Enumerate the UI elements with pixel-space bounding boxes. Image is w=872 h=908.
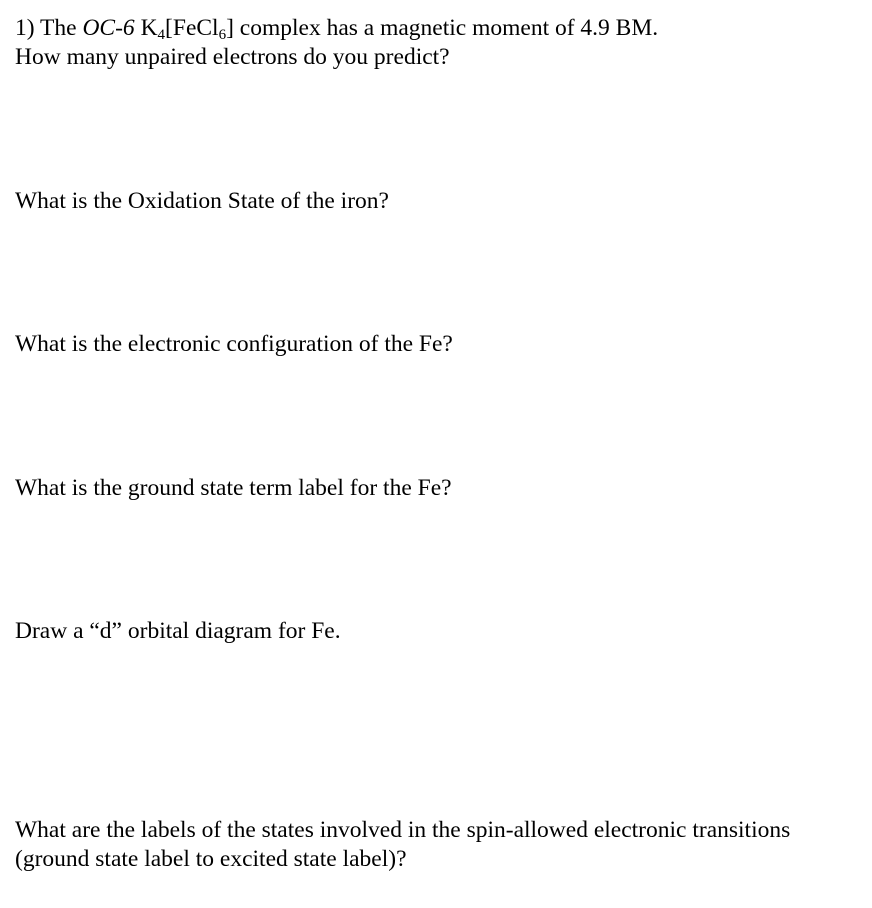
formula-k-subscript: 4 [157,27,166,43]
question-ground-state-term-text: What is the ground state term label for the Fe? [15,475,452,501]
formula-cl-subscript: 6 [218,27,227,43]
question-oxidation-state [15,187,860,216]
question-transitions [15,816,860,874]
formula-complex: [FeCl [165,15,219,41]
formula-k: K [140,15,158,41]
question-1-line-1 [15,14,860,43]
question-transitions-line-1: What are the labels of the states involved in the spin-allowed electronic transitions [15,817,791,843]
question-oxidation-state-text: What is the Oxidation State of the iron? [15,188,389,214]
question-orbital-diagram [15,617,860,646]
geometry-label: OC-6 [82,15,135,41]
question-1-the: The [40,15,77,41]
question-electronic-configuration [15,330,860,359]
question-number: 1) [15,15,35,41]
question-orbital-diagram-text: Draw a “d” orbital diagram for Fe. [15,618,341,644]
question-1-rest: ] complex has a magnetic moment of 4.9 BM. [226,15,659,41]
question-1 [15,14,860,72]
question-transitions-line-2: (ground state label to excited state label)? [15,846,407,872]
question-1-line-2: How many unpaired electrons do you predict? [15,44,450,70]
question-electronic-configuration-text: What is the electronic configuration of the Fe? [15,331,453,357]
question-ground-state-term [15,474,860,503]
